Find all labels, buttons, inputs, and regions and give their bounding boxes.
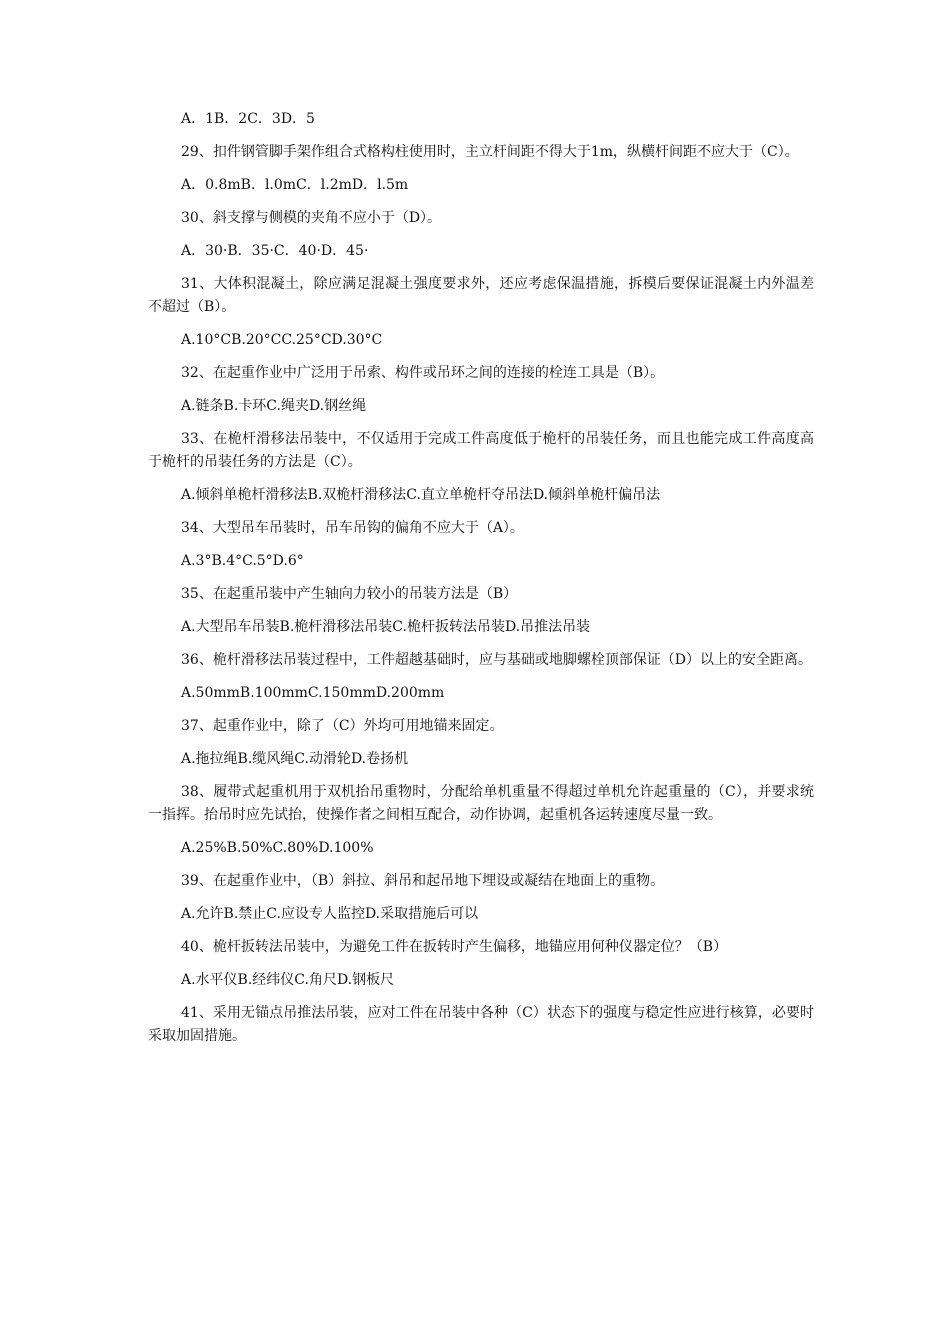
question-35: 35、在起重吊装中产生轴向力较小的吊装方法是（B） (181, 586, 518, 602)
question-30: 30、斜支撑与侧模的夹角不应小于（D）。 (181, 210, 442, 226)
answer-options-37: A.拖拉绳B.缆风绳C.动滑轮D.卷扬机 (181, 751, 409, 767)
answer-options-32: A.链条B.卡环C.绳夹D.钢丝绳 (181, 398, 367, 414)
answer-options-33: A.倾斜单桅杆滑移法B.双桅杆滑移法C.直立单桅杆夺吊法D.倾斜单桅杆偏吊法 (181, 487, 661, 503)
answer-options-38: A.25%B.50%C.80%D.100% (181, 840, 374, 856)
question-33: 33、在桅杆滑移法吊装中，不仅适用于完成工件高度低于桅杆的吊装任务，而且也能完成工件高度高于桅杆的吊装任务的方法是（C）。 (148, 431, 814, 470)
question-37: 37、起重作业中，除了（C）外均可用地锚来固定。 (181, 718, 504, 734)
question-38: 38、履带式起重机用于双机抬吊重物时，分配给单机重量不得超过单机允许起重量的（C），并要求统一指挥。抬吊时应先试抬，使操作者之间相互配合，动作协调，起重机各运转速度尽量一致。 (148, 784, 814, 823)
answer-options-40: A.水平仪B.经纬仪C.角尺D.钢板尺 (181, 972, 395, 988)
answer-options-39: A.允许B.禁止C.应设专人监控D.采取措施后可以 (181, 906, 479, 922)
document-body (148, 108, 814, 1058)
answer-options-34: A.3°B.4°C.5°D.6° (181, 553, 304, 569)
answer-options-31: A.10°CB.20°CC.25°CD.30°C (181, 332, 383, 348)
question-31: 31、大体积混凝土，除应满足混凝土强度要求外，还应考虑保温措施，拆模后要保证混凝土内外温差不超过（B）。 (148, 276, 814, 315)
question-36: 36、桅杆滑移法吊装过程中，工件超越基础时，应与基础或地脚螺栓顶部保证（D）以上的安全距离。 (181, 652, 813, 668)
question-40: 40、桅杆扳转法吊装中，为避免工件在扳转时产生偏移，地锚应用何种仪器定位？（B） (181, 939, 728, 955)
answer-options-30: A．30·B．35·C．40·D．45· (181, 243, 369, 259)
answer-options-28: A．1B．2C．3D．5 (181, 111, 315, 127)
answer-options-29: A．0.8mB．l.0mC．l.2mD．l.5m (181, 177, 409, 193)
question-32: 32、在起重作业中广泛用于吊索、构件或吊环之间的连接的栓连工具是（B）。 (181, 365, 665, 381)
answer-options-35: A.大型吊车吊装B.桅杆滑移法吊装C.桅杆扳转法吊装D.吊推法吊装 (181, 619, 591, 635)
question-41: 41、采用无锚点吊推法吊装，应对工件在吊装中各种（C）状态下的强度与稳定性应进行核算，必要时采取加固措施。 (148, 1005, 814, 1044)
answer-options-36: A.50mmB.100mmC.150mmD.200mm (181, 685, 445, 701)
question-39: 39、在起重作业中，（B）斜拉、斜吊和起吊地下埋设或凝结在地面上的重物。 (181, 873, 665, 889)
question-29: 29、扣件钢管脚手架作组合式格构柱使用时，主立杆间距不得大于1m，纵横杆间距不应大于（C）。 (181, 144, 799, 160)
question-34: 34、大型吊车吊装时，吊车吊钩的偏角不应大于（A）。 (181, 520, 524, 536)
